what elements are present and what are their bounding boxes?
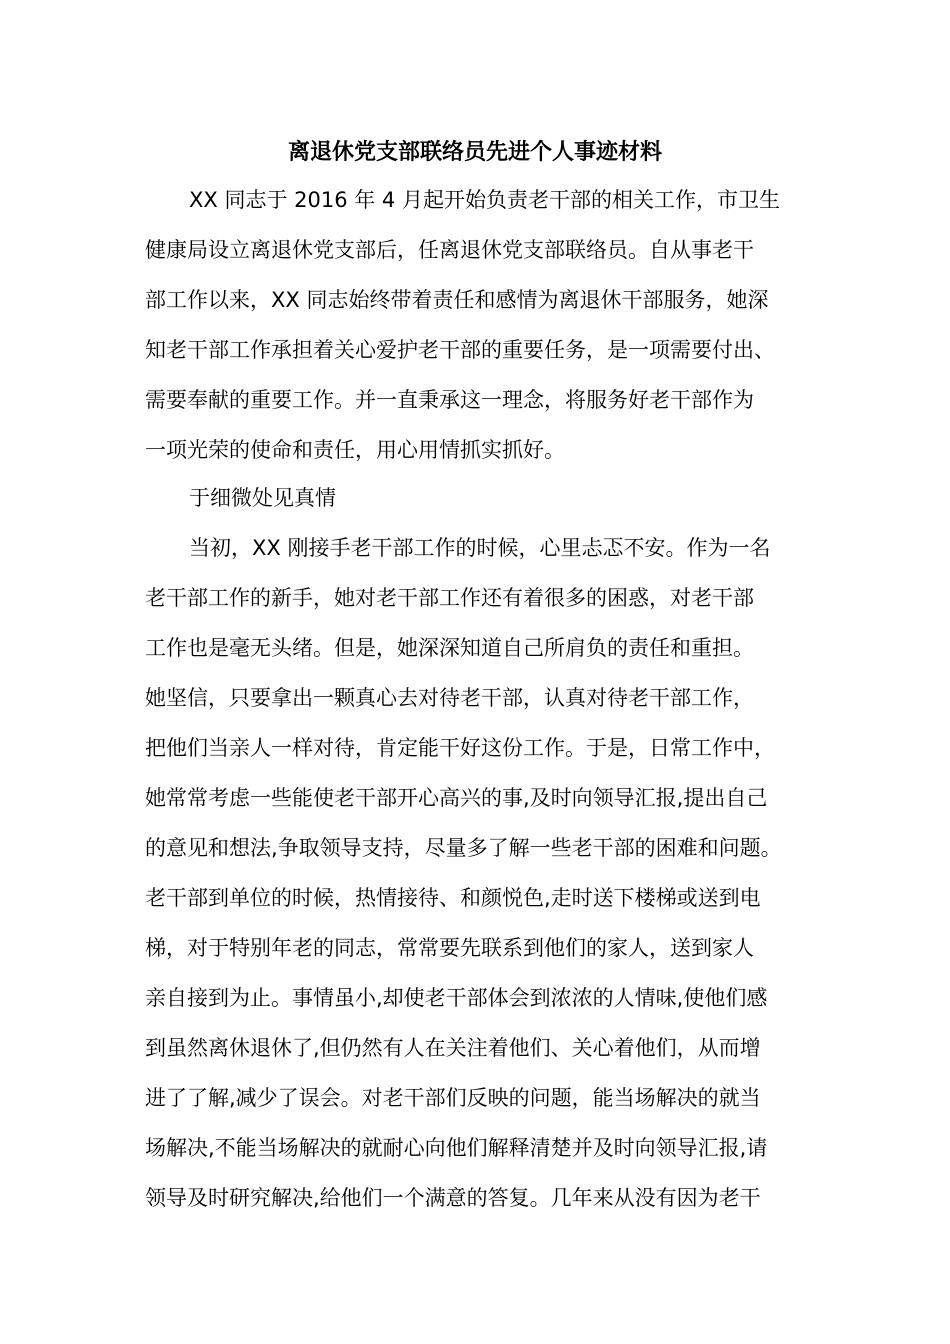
- paragraph-line: 把他们当亲人一样对待，肯定能干好这份工作。于是，日常工作中，: [145, 736, 775, 760]
- paragraph-line: 老干部工作的新手，她对老干部工作还有着很多的困惑，对老干部: [145, 586, 754, 610]
- paragraph-line: 梯，对于特别年老的同志，常常要先联系到他们的家人，送到家人: [145, 936, 754, 960]
- paragraph-line: 的意见和想法,争取领导支持，尽量多了解一些老干部的困难和问题。: [145, 836, 782, 860]
- paragraph-line: 老干部到单位的时候，热情接待、和颜悦色,走时送下楼梯或送到电: [145, 886, 761, 910]
- paragraph-line: 领导及时研究解决,给他们一个满意的答复。几年来从没有因为老干: [145, 1186, 761, 1210]
- paragraph-line: 部工作以来，XX 同志始终带着责任和感情为离退休干部服务，她深: [145, 288, 769, 312]
- paragraph-line: 当初，XX 刚接手老干部工作的时候，心里忐忑不安。作为一名: [189, 536, 771, 560]
- paragraph-line: 工作也是毫无头绪。但是，她深深知道自己所肩负的责任和重担。: [145, 636, 754, 660]
- paragraph-line: 健康局设立离退休党支部后，任离退休党支部联络员。自从事老干: [145, 238, 754, 262]
- paragraph-line: XX 同志于 2016 年 4 月起开始负责老干部的相关工作，市卫生: [189, 188, 780, 212]
- paragraph-line: 亲自接到为止。事情虽小,却使老干部体会到浓浓的人情味,使他们感: [145, 986, 768, 1010]
- paragraph-line: 进了了解,减少了误会。对老干部们反映的问题，能当场解决的就当: [145, 1086, 761, 1110]
- paragraph-line: 知老干部工作承担着关心爱护老干部的重要任务，是一项需要付出、: [145, 338, 775, 362]
- paragraph-line: 一项光荣的使命和责任，用心用情抓实抓好。: [145, 438, 565, 462]
- section-heading: 于细微处见真情: [189, 486, 336, 510]
- paragraph-line: 她常常考虑一些能使老干部开心高兴的事,及时向领导汇报,提出自己: [145, 786, 768, 810]
- paragraph-line: 场解决,不能当场解决的就耐心向他们解释清楚并及时向领导汇报,请: [145, 1136, 768, 1160]
- document-title: 离退休党支部联络员先进个人事迹材料: [287, 140, 662, 165]
- paragraph-line: 需要奉献的重要工作。并一直秉承这一理念，将服务好老干部作为: [145, 388, 754, 412]
- paragraph-line: 她坚信，只要拿出一颗真心去对待老干部，认真对待老干部工作，: [145, 686, 754, 710]
- paragraph-line: 到虽然离休退休了,但仍然有人在关注着他们、关心着他们，从而增: [145, 1036, 761, 1060]
